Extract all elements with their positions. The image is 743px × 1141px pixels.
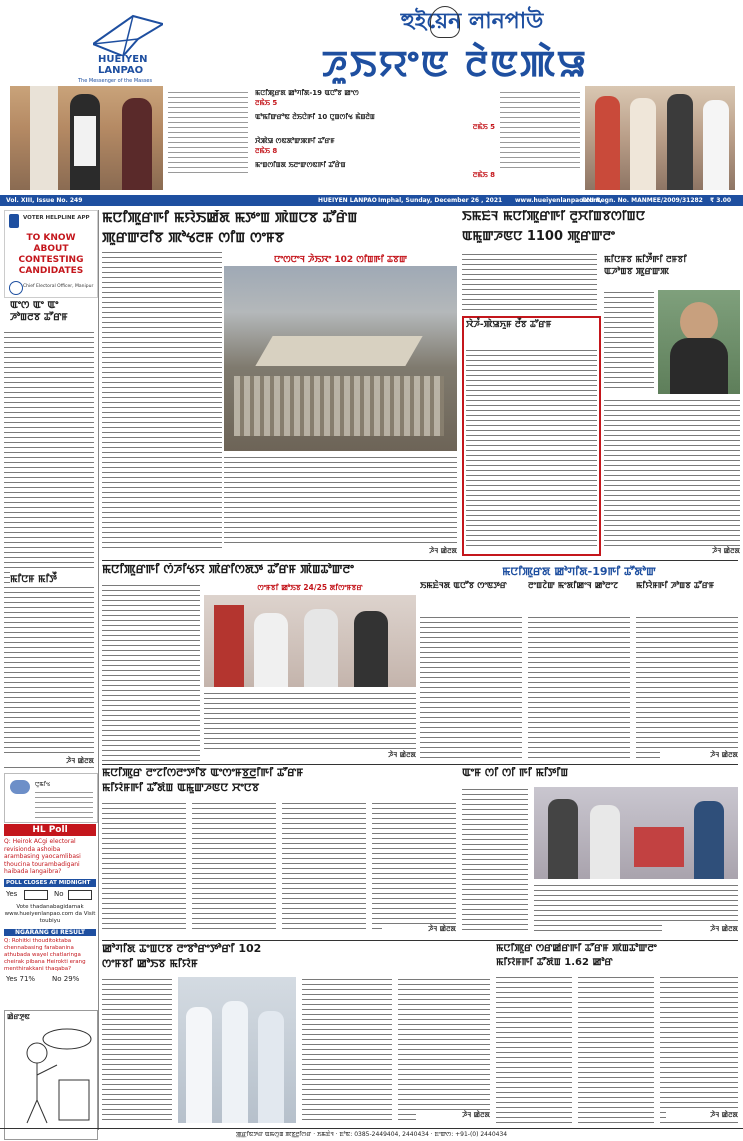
second-row-col-left (102, 583, 200, 761)
top-story-col-left (102, 250, 222, 550)
special-col-3-head[interactable]: ꯃꯤꯌꯥꯝꯒꯤ ꯍꯣꯡꯕ ꯊꯧꯔꯝ (636, 581, 715, 591)
top-story (102, 210, 457, 558)
poll-yes-box[interactable] (24, 890, 48, 900)
bottom-left-col-3 (398, 977, 490, 1123)
special-section-sign: ꯍꯥꯜ ꯀꯥꯂꯗ (660, 751, 738, 760)
sidebar-sign: ꯍꯥꯜ ꯀꯥꯂꯗ (4, 757, 94, 767)
sidebar-story-2-head[interactable]: ꯃꯤꯅꯝ ꯃꯤꯇꯩ (10, 572, 94, 586)
bottom-right-col-3 (660, 975, 738, 1123)
brand-tagline: The Messenger of the Masses (78, 78, 153, 84)
ad-line-2: ABOUT (33, 244, 69, 254)
third-row-left-headline-1[interactable]: ꯃꯅꯤꯄꯨꯔ ꯂꯦꯖꯤꯁꯂꯦꯇꯤꯕ ꯑꯦꯁꯦꯝꯕ꯭ꯂꯤꯒꯤ ꯊꯧꯔꯝ (102, 767, 304, 779)
special-col-1-head[interactable]: ꯏꯃꯐꯥꯜꯗ ꯑꯅꯧꯕ ꯁꯦꯟꯇꯔ (420, 581, 507, 591)
third-row-left-sign: ꯍꯥꯜ ꯀꯥꯂꯗ (382, 925, 456, 934)
bottom-right-col-1 (496, 975, 572, 1123)
cartoon-caption: ꯀꯥꯔꯇꯨꯟ (7, 1013, 30, 1021)
row-divider-1 (102, 560, 738, 561)
weather-icon (10, 780, 30, 794)
masthead-story[interactable]: ꯑꯣꯃꯤꯛꯔꯣꯟ ꯂꯥꯏꯅꯥꯒꯤ 10 ꯅꯨꯡꯁꯤꯠ ꯃꯥꯡꯂꯥꯡ ꯂꯃꯥꯏ 5 (255, 113, 495, 131)
photo-caption-right (500, 90, 580, 170)
masthead-photo-left (10, 86, 163, 190)
third-row-right-headline[interactable]: ꯑꯦꯝ ꯁꯤ ꯁꯤ ꯒꯤ ꯃꯤꯇꯤꯡ (462, 767, 569, 779)
ad-line-1: TO KNOW (26, 233, 76, 243)
right-top-col-right-a (604, 290, 654, 390)
third-row-right-story (462, 767, 738, 937)
website[interactable]: www.hueiyenlanpao.com, (515, 197, 602, 204)
top-story-sign: ꯍꯥꯜ ꯀꯥꯂꯗ (382, 547, 457, 556)
price: ₹ 3.00 (710, 197, 732, 204)
second-row-headline[interactable]: ꯃꯅꯤꯄꯨꯔꯒꯤ ꯁꯥꯍꯤꯠꯌ ꯄꯥꯔꯤꯁꯗꯇ ꯊꯧꯔꯝ ꯄꯥꯡꯊꯣꯛꯂꯦ (102, 563, 354, 576)
right-top-sign: ꯍꯥꯜ ꯀꯥꯂꯗ (662, 547, 740, 556)
masthead (0, 0, 743, 195)
result-no: No 29% (52, 974, 80, 983)
bottom-left-story (102, 943, 490, 1125)
ad-line-4: CANDIDATES (18, 266, 84, 276)
bottom-left-sign: ꯍꯥꯜ ꯀꯥꯂꯗ (416, 1111, 490, 1120)
masthead-story[interactable]: ꯋꯥꯄꯥꯎ ꯁꯟꯗꯣꯛꯄꯒꯤ ꯊꯧꯔꯝ ꯂꯃꯥꯏ 8 (255, 136, 495, 156)
bottom-left-col-1 (102, 977, 172, 1123)
title-meitei: ꯍꯨꯏꯌꯦꯟ ꯂꯥꯟꯄꯥꯎ (321, 44, 589, 85)
brand-name-line2: LANPAO (98, 65, 144, 76)
top-story-photo (224, 266, 457, 451)
third-row-left-col-2 (192, 801, 276, 931)
bottom-left-photo (178, 977, 296, 1123)
special-section (420, 563, 738, 761)
paper-name: HUEIYEN LANPAO (318, 197, 377, 204)
bottom-right-sign: ꯍꯥꯜ ꯀꯥꯂꯗ (666, 1111, 738, 1120)
rni-number: RNI Regn. No. MANMEE/2009/31282 (582, 197, 703, 204)
ad-line-3: CONTESTING (18, 255, 84, 265)
third-row-left-col-3 (282, 801, 366, 931)
eci-logo-icon (9, 281, 23, 295)
sidebar-story-1-head[interactable]: ꯑꯦꯁ ꯑꯦ ꯑꯦ ꯍꯣꯡꯂꯕ ꯊꯧꯔꯝ (10, 300, 68, 323)
second-row-story (102, 563, 416, 761)
voter-helpline-title: VOTER HELPLINE APP (23, 215, 90, 221)
third-row-left-headline-2[interactable]: ꯃꯤꯌꯥꯝꯒꯤ ꯊꯧꯗꯥꯡ ꯑꯃꯨꯛꯍꯟꯅ ꯆꯦꯅꯕ (102, 782, 260, 794)
story-page-ref: ꯂꯃꯥꯏ 5 (472, 123, 495, 131)
masthead-story[interactable]: ꯃꯦꯡꯁꯤꯡꯗ ꯏꯂꯦꯛꯁꯟꯒꯤ ꯊꯧꯔꯥꯡ ꯂꯃꯥꯏ 8 (255, 161, 495, 179)
result-title: NGARANG GI RESULT (4, 929, 96, 936)
footer (0, 1128, 743, 1141)
bottom-right-story (496, 943, 738, 1125)
second-row-col-right (204, 691, 416, 753)
third-row-left-col-1 (102, 801, 186, 931)
row-divider-2 (102, 764, 738, 765)
top-story-headline-1[interactable]: ꯃꯅꯤꯄꯨꯔꯒꯤ ꯃꯌꯥꯏꯀꯩꯗ ꯃꯇꯦꯡ ꯄꯥꯡꯅꯕ ꯊꯧꯔꯥꯡ (102, 210, 358, 226)
right-top-sub-2: ꯑꯍꯣꯡꯕ ꯄꯨꯔꯛꯄ (604, 267, 669, 277)
photo-caption-left (168, 90, 248, 176)
phone-icon (9, 214, 19, 228)
top-story-bottom-text (224, 455, 457, 545)
right-top-sub[interactable] (604, 254, 740, 286)
story-page-ref: ꯂꯃꯥꯏ 8 (255, 147, 278, 155)
special-col-2 (528, 581, 630, 761)
poll-no-box[interactable] (68, 890, 92, 900)
bottom-left-headline-1[interactable]: ꯀꯣꯚꯤꯗ ꯊꯦꯡꯅꯕ ꯂꯦꯕꯣꯔꯦꯇꯣꯔꯤ 102 (102, 943, 262, 955)
special-col-2-head[interactable]: ꯂꯦꯡꯖꯥꯛ ꯃꯦꯗꯤꯀꯦꯜ ꯀꯣꯂꯦꯖ (528, 581, 619, 591)
title-bengali: হুইয়েন লানপাউ (400, 9, 544, 34)
right-top-col-left (462, 252, 597, 314)
masthead-stories (255, 88, 495, 192)
bottom-right-headline-2[interactable]: ꯃꯤꯌꯥꯝꯒꯤ ꯊꯧꯗꯥꯡ 1.62 ꯀꯣꯔ (496, 957, 613, 968)
row-divider-3 (102, 940, 738, 941)
bottom-right-col-2 (578, 975, 654, 1123)
sidebar-story-1-body (4, 330, 94, 770)
second-row-sign: ꯍꯥꯜ ꯀꯥꯂꯗ (342, 751, 416, 760)
hl-poll (4, 824, 96, 1004)
result-yes: Yes 71% (6, 974, 36, 983)
result-question: Q: Rohitki thouditoktaba chennabasing farabanina athubada wayel chatlaringa cheirak pibana Heirokti erang menthirakkani thaqaba? (4, 937, 86, 972)
story-page-ref: ꯂꯃꯥꯏ 8 (472, 171, 495, 179)
masthead-story[interactable]: ꯃꯅꯤꯄꯨꯔꯗ ꯀꯣꯚꯤꯗ-19 ꯑꯅꯧꯕ ꯀꯦꯁ ꯂꯃꯥꯏ 5 (255, 88, 495, 108)
place-date: Imphal, Sunday, December 26 , 2021 (378, 197, 503, 204)
third-row-right-sign: ꯍꯥꯜ ꯀꯥꯂꯗ (662, 925, 738, 934)
special-col-3 (636, 581, 738, 761)
top-story-headline-2[interactable]: ꯄꯨꯔꯛꯂꯤꯕ ꯄꯣꯠꯂꯝ ꯁꯤꯡ ꯁꯦꯝꯕ (102, 230, 285, 246)
left-sidebar (4, 208, 96, 1138)
third-row-right-col-1 (462, 787, 528, 931)
cartoon-box (4, 1010, 98, 1140)
vote-instructions[interactable]: Vote thadanabagidamak www.hueiyenlanpao.com da Visit toubiyu (4, 903, 96, 924)
special-section-title[interactable]: ꯃꯅꯤꯄꯨꯔꯗ ꯀꯣꯚꯤꯗ-19ꯒꯤ ꯊꯧꯗꯣꯛ (502, 565, 656, 578)
third-row-left-col-4 (372, 801, 456, 931)
hl-poll-title: HL Poll (4, 824, 96, 836)
third-row-right-col-2 (534, 883, 738, 931)
footer-text: ꯄ꯭ꯔꯤꯟꯇꯔ ꯑꯃꯁꯨꯡ ꯄꯕ꯭ꯂꯤꯁꯔ · ꯏꯃꯐꯥꯜ · ꯐꯣꯟ: 0385-2449404, 2440434 · ꯐꯦꯛꯁ: +91-(0) 2440434 (235, 1131, 508, 1138)
weather-box (4, 773, 98, 823)
poll-no-label: No (54, 889, 64, 898)
right-top-story (462, 210, 740, 558)
volume-issue: Vol. XIII, Issue No. 249 (6, 197, 83, 204)
right-top-photo (658, 290, 740, 394)
weather-label: ꯅꯨꯃꯤꯠ (35, 781, 51, 788)
third-row-right-photo (534, 787, 738, 879)
poll-closes: POLL CLOSES AT MIDNIGHT (4, 879, 96, 887)
second-row-red-sub: ꯁꯦꯝꯕꯤ ꯀꯣꯏꯕ 24/25 ꯗꯤꯁꯦꯝꯕꯔ (257, 583, 363, 592)
bottom-right-headline-1[interactable]: ꯃꯅꯤꯄꯨꯔ ꯁꯔꯀꯥꯔꯒꯤ ꯊꯧꯔꯝ ꯄꯥꯡꯊꯣꯛꯂꯦ (496, 943, 657, 954)
second-row-photo (204, 595, 416, 687)
paper-crane-logo-icon (93, 14, 163, 56)
bottom-left-col-2 (302, 977, 392, 1123)
third-row-left-story (102, 767, 456, 937)
ad-officer: Chief Electoral Officer, Manipur (23, 284, 94, 289)
hl-poll-question: Q: Heirok ACgi electoral revisionda ashoiba arambasing yaocamlibasi thoucina tourambadigani haibada langaibra? (4, 838, 81, 875)
masthead-photo-right (585, 86, 735, 190)
right-top-col-right-b (604, 398, 740, 548)
logo (68, 14, 188, 84)
right-top-headline-1[interactable]: ꯏꯃꯐꯥꯜ ꯃꯅꯤꯄꯨꯔꯒꯤ ꯂꯨꯆꯤꯡꯕꯁꯤꯡꯅ (462, 210, 645, 224)
brand-name-line1: HUEIYEN (98, 54, 148, 65)
mascot-icon (430, 6, 460, 38)
sidebar-divider (98, 210, 99, 1130)
special-col-1 (420, 581, 522, 761)
story-page-ref: ꯂꯃꯥꯏ 5 (255, 99, 278, 107)
right-top-boxed (462, 316, 601, 556)
right-top-headline-2[interactable]: ꯑꯃꯨꯛꯍꯟꯅ 1100 ꯄꯨꯔꯛꯂꯦ (462, 230, 615, 244)
right-top-sub-1: ꯃꯤꯅꯝꯕ ꯃꯤꯇꯩꯒꯤ ꯂꯝꯕꯤ (604, 255, 687, 265)
bottom-left-headline-2[interactable]: ꯁꯦꯝꯕꯤ ꯀꯣꯏꯕ ꯃꯤꯌꯥꯝ (102, 958, 198, 970)
top-story-subhead: ꯅꯦꯁꯅꯦꯜ ꯍꯥꯏꯋꯦ 102 ꯁꯤꯡꯒꯤ ꯊꯕꯛ (273, 255, 408, 265)
right-top-boxed-title[interactable]: ꯋꯥꯍꯪ-ꯄꯥꯎꯈꯨꯝ ꯂꯩꯕ ꯊꯧꯔꯝ (466, 320, 552, 330)
cartoon-figure-icon (7, 1025, 95, 1130)
dateline-bar (0, 195, 743, 206)
poll-yes-label: Yes (6, 889, 18, 898)
voter-helpline-ad[interactable] (4, 210, 98, 298)
